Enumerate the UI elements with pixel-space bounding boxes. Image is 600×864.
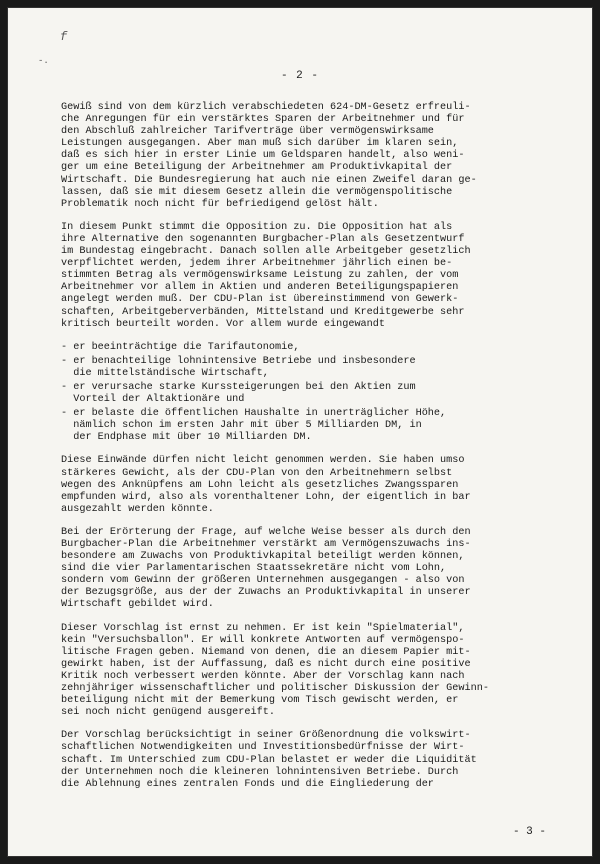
handwritten-mark: f <box>60 30 68 44</box>
paragraph: Der Vorschlag berücksichtigt in seiner Größenordnung die volkswirt- schaftlichen Notwendigkeiten und Investitionsbedürfnisse der Wirt- schaft. Im Unterschied zum CDU-Plan belastet er weder die Liquidität der Unternehmen noch die kleineren lohnintensiven Betriebe. Durch die Ablehnung eines zentralen Fonds und die Eingliederung der <box>61 730 477 790</box>
handwritten-mark: -. <box>38 56 49 66</box>
paragraph: Diese Einwände dürfen nicht leicht genommen werden. Sie haben umso stärkeres Gewicht, als der CDU-Plan von den Arbeitnehmern selbst wegen des Anknüpfens am Lohn leicht als gesetzliches Zwangssparen empfunden wird, also als vorenthaltener Lohn, der eigentlich in bar ausgezahlt werden könnte. <box>61 455 471 515</box>
paragraph: Gewiß sind von dem kürzlich verabschiedeten 624-DM-Gesetz erfreuli- che Anregungen für ein verstärktes Sparen der Arbeitnehmer und für den Abschluß zahlreicher Tarifverträge über vermögenswirksame Leistungen ausgegangen. Aber man muß sich darüber im klaren sein, daß es sich hier in erster Linie um Geldsparen handelt, also weni- ger um eine Beteiligung der Arbeitnehmer am Produktivkapital der Wirtschaft. Die Bundesregierung hat auch nie einen Zweifel daran ge- lassen, daß sie mit diesem Gesetz allein die vermögenspolitische Problematik noch nicht für befriedigend gelöst hält. <box>61 102 477 210</box>
document-body <box>61 102 561 802</box>
list-item: - er benachteilige lohnintensive Betriebe und insbesondere die mittelständische Wirtschaft, <box>61 355 416 379</box>
paragraph: In diesem Punkt stimmt die Opposition zu. Die Opposition hat als ihre Alternative den sogenannten Burgbacher-Plan als Gesetzentwurf im Bundestag eingebracht. Danach sollen alle Arbeitgeber gesetzlich verpflichtet werden, jedem ihrer Arbeitnehmer jährlich einen be- stimmten Betrag als vermögenswirksame Leistung zu zahlen, der vom Arbeitnehmer vor allem in Aktien und anderen Beteiligungspapieren angelegt werden muß. Der CDU-Plan ist übereinstimmend von Gewerk- schaften, Arbeitgeberverbänden, Mittelstand und Kreditgewerbe sehr kritisch beurteilt worden. Vor allem wurde eingewandt <box>61 221 471 330</box>
page-number: - 2 - <box>280 70 319 82</box>
list-item: - er belaste die öffentlichen Haushalte in unerträglicher Höhe, nämlich schon im ersten Jahr mit über 5 Milliarden DM, in der Endphase mit über 10 Milliarden DM. <box>61 408 447 444</box>
paragraph: Bei der Erörterung der Frage, auf welche Weise besser als durch den Burgbacher-Plan die Arbeitnehmer verstärkt am Vermögenszuwachs ins- besondere am Zuwachs von Produktivkapital beteiligt werden können, sind die vier Parlamentarischen Staatssekretäre nicht vom Lohn, sondern vom Gewinn der größeren Unternehmen ausgegangen - also von der Bezugsgröße, aus der der Zuwachs an Produktivkapital in unserer Wirtschaft gebildet wird. <box>61 526 471 611</box>
paragraph: Dieser Vorschlag ist ernst zu nehmen. Er ist kein "Spielmaterial", kein "Versuchsballon". Er will konkrete Antworten auf vermögenspo- litische Fragen geben. Niemand von denen, die an diesem Papier mit- gewirkt haben, ist der Auffassung, daß es nicht durch eine positive Kritik noch verbessert werden könnte. Aber der Vorschlag kann nach zehnjähriger wissenschaftlicher und politischer Diskussion der Gewinn- beteiligung nicht mit der Bemerkung vom Tisch gewischt werden, er sei noch nicht genügend ausgereift. <box>61 622 489 719</box>
list-item: - er verursache starke Kurssteigerungen bei den Aktien zum Vorteil der Altaktionäre und <box>61 381 416 406</box>
next-page-indicator: - 3 - <box>512 826 546 838</box>
list-item: - er beeinträchtige die Tarifautonomie, <box>61 341 300 353</box>
objection-list <box>61 342 561 445</box>
document-page <box>8 8 592 856</box>
